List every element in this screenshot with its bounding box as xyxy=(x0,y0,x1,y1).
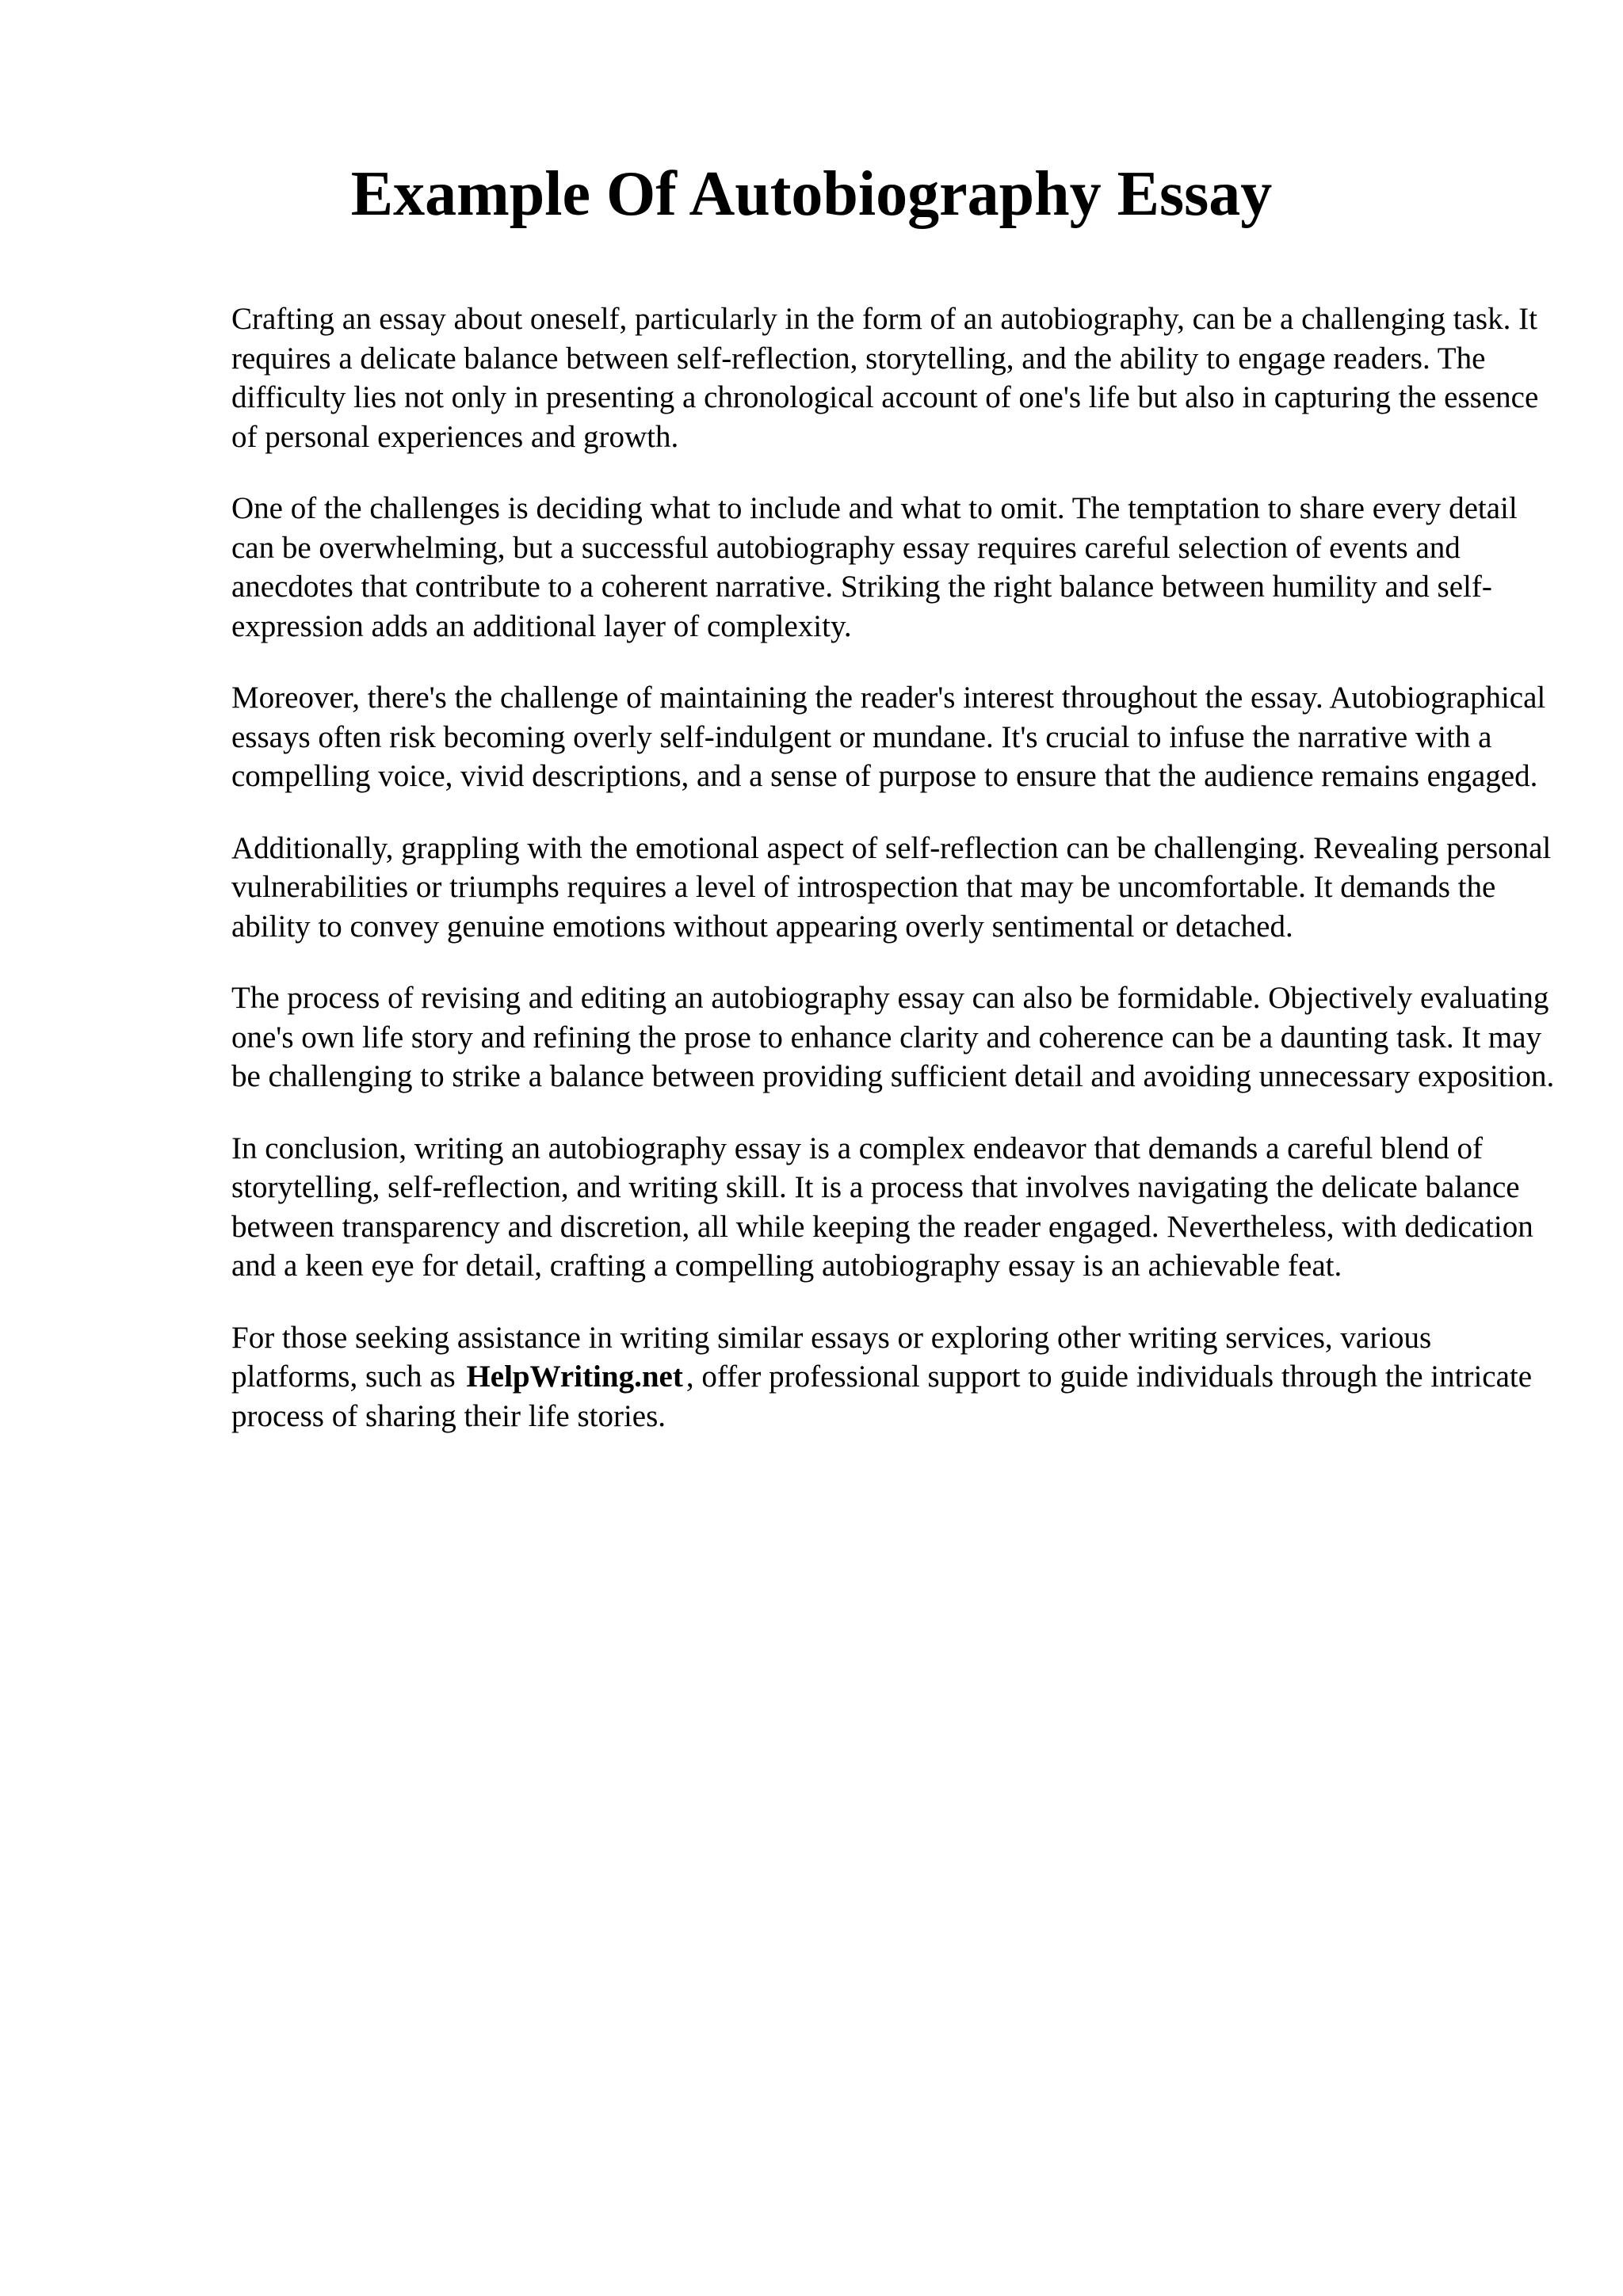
page-title: Example Of Autobiography Essay xyxy=(350,159,1273,229)
paragraph-emotional-aspect: Additionally, grappling with the emotional aspect of self-reflection can be challenging. Revealing personal vulnerabilities or triumphs requires a level of introspection that may be uncomfortable. It demands the ability to convey genuine emotions without appearing overly sentimental or detached. xyxy=(231,830,1552,944)
paragraph-selection: One of the challenges is deciding what to include and what to omit. The temptation to share every detail can be overwhelming, but a successful autobiography essay requires careful selection of events and anecdotes that contribute to a coherent narrative. Striking the right balance between humility and self-expression adds an additional layer of complexity. xyxy=(231,491,1518,643)
helpwriting-link[interactable]: HelpWriting.net xyxy=(466,1360,683,1394)
essay-body xyxy=(231,299,1563,1468)
closing-text-before-link: For those seeking assistance in writing similar essays or exploring other writing services, various platforms, such as xyxy=(231,1320,1432,1394)
paragraph-revising: The process of revising and editing an autobiography essay can also be formidable. Objectively evaluating one's own life story and refining the prose to enhance clarity and coherence can be a daunting task. It may be challenging to strike a balance between providing sufficient detail and avoiding unnecessary exposition. xyxy=(231,981,1555,1093)
paragraph-conclusion: In conclusion, writing an autobiography essay is a complex endeavor that demands a careful blend of storytelling, self-reflection, and writing skill. It is a process that involves navigating the delicate balance between transparency and discretion, all while keeping the reader engaged. Nevertheless, with dedication and a keen eye for detail, crafting a compelling autobiography essay is an achievable feat. xyxy=(231,1131,1533,1283)
closing-text-after-link: , offer professional support to guide individuals through the intricate process of sharing their life stories. xyxy=(231,1360,1533,1433)
paragraph-closing xyxy=(231,1318,1563,1436)
paragraph-reader-interest: Moreover, there's the challenge of maintaining the reader's interest throughout the essay. Autobiographical essays often risk becoming overly self-indulgent or mundane. It's crucial to infuse the narrative with a compelling voice, vivid descriptions, and a sense of purpose to ensure that the audience remains engaged. xyxy=(231,681,1546,793)
paragraph-intro: Crafting an essay about oneself, particularly in the form of an autobiography, can be a challenging task. It requires a delicate balance between self-reflection, storytelling, and the ability to engage readers. The difficulty lies not only in presenting a chronological account of one's life but also in capturing the essence of personal experiences and growth. xyxy=(231,302,1539,454)
